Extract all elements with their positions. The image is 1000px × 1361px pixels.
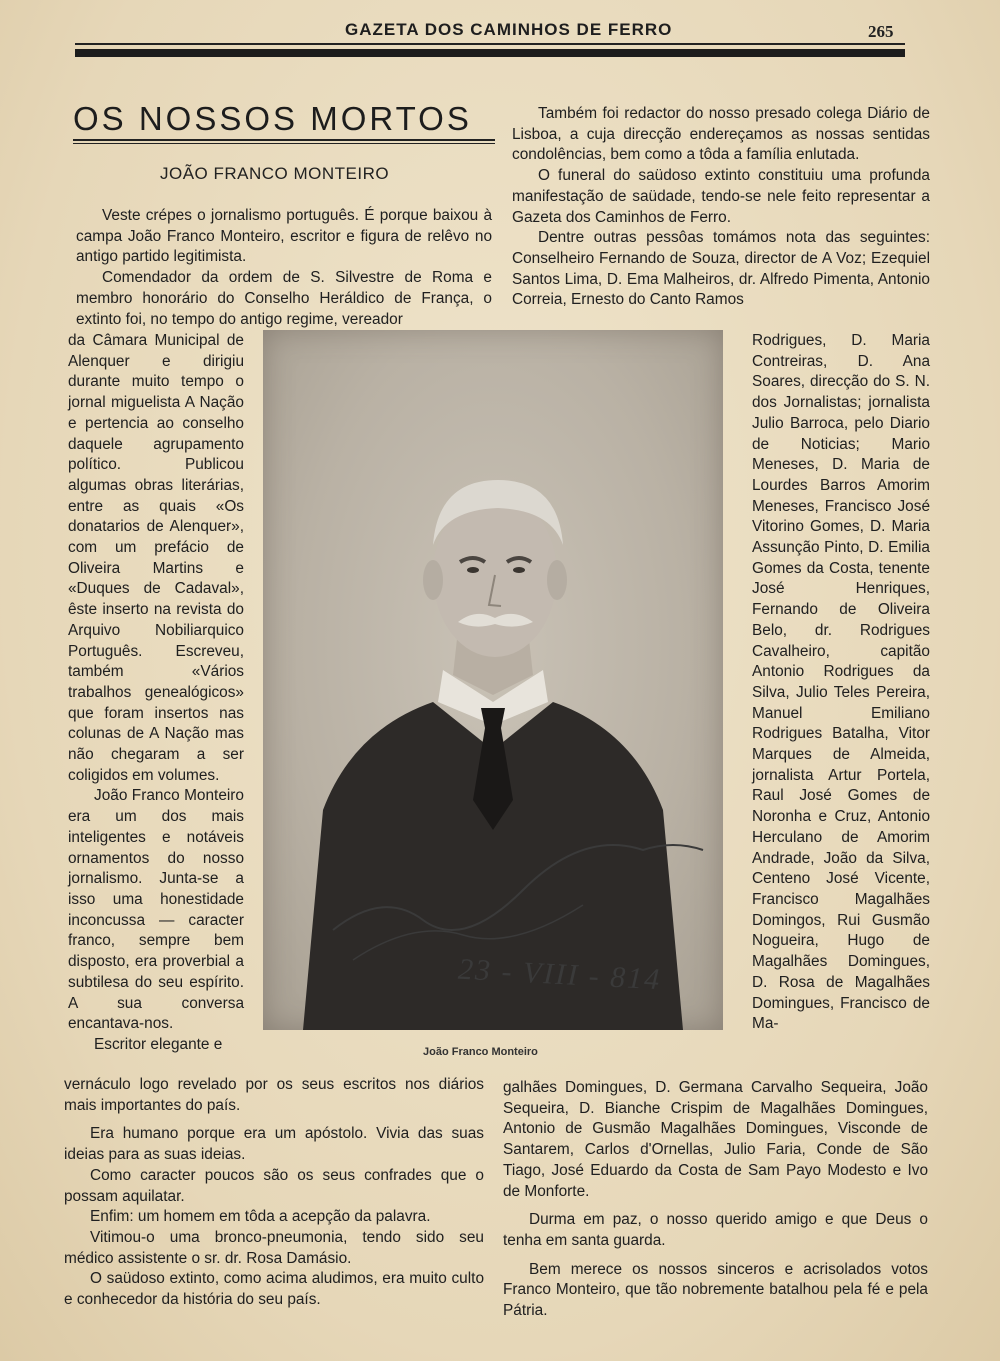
- paragraph: O funeral do saüdoso extinto constituiu uma profunda manifestação de saüdade, tendo-se nele feito representar a Gazeta dos Caminhos de Ferro.: [512, 167, 930, 226]
- paragraph: Escritor elegante e: [94, 1035, 223, 1053]
- photo-inscription: 23 - VIII - 814: [457, 952, 663, 997]
- title-rule: [73, 139, 495, 141]
- paragraph: Veste crépes o jornalismo português. É porque baixou à campa João Franco Monteiro, escritor e figura de relêvo no antigo partido legitimista.: [76, 207, 492, 266]
- paragraph: Enfim: um homem em tôda a acepção da palavra.: [90, 1208, 431, 1226]
- header-rule-thin: [75, 43, 905, 45]
- paragraph: Como caracter poucos são os seus confrades que o possam aquilatar.: [64, 1166, 484, 1205]
- portrait-photo: [263, 330, 723, 1030]
- right-column-bottom: [503, 1078, 928, 1322]
- left-column-top: [76, 206, 492, 330]
- paragraph: Durma em paz, o nosso querido amigo e que Deus o tenha em santa guarda.: [503, 1211, 928, 1249]
- paragraph: Dentre outras pessôas tomámos nota das seguintes: Conselheiro Fernando de Souza, director de A Voz; Ezequiel Santos Lima, D. Ema Malheiros, dr. Alfredo Pimenta, Antonio Correia, Ernesto do Canto Ramos: [512, 229, 930, 309]
- left-column-narrow: [68, 331, 244, 1056]
- running-title: GAZETA DOS CAMINHOS DE FERRO: [345, 20, 673, 39]
- paragraph: vernáculo logo revelado por os seus escritos nos diários mais importantes do país.: [64, 1076, 484, 1114]
- paragraph: da Câmara Municipal de Alenquer e dirigiu durante muito tempo o jornal miguelista A Nação e pertencia ao conselho daquele agrupamento político. Publicou algumas obras literárias, entre as quais «Os donatarios de Alenquer», com um prefácio de Oliveira Martins e «Duques de Cadaval», êste inserto na revista do Arquivo Nobiliarquico Português. Escreveu, também «Vários trabalhos genealógicos» que foram insertos nas colunas de A Nação mas não chegaram a ser coligidos em volumes.: [68, 332, 244, 784]
- page-number: 265: [868, 22, 894, 41]
- header-rule-thick: [75, 49, 905, 57]
- title-rule-second: [73, 143, 495, 144]
- paragraph: O saüdoso extinto, como acima aludimos, era muito culto e conhecedor da história do seu país.: [64, 1270, 484, 1309]
- paragraph: Era humano porque era um apóstolo. Vivia das suas ideias para as suas ideias.: [64, 1125, 484, 1164]
- right-column-narrow: [752, 331, 930, 1035]
- paragraph: galhães Domingues, D. Germana Carvalho Sequeira, João Sequeira, D. Bianche Crispim de Magalhães Domingues, Antonio de Gusmão Magalhães Domingues, Visconde de Santarem, Carlos d'Ornellas, Julio Faria, Conde de São Tiago, José Eduardo da Costa de Sam Payo Modesto e Ivo de Monforte.: [503, 1079, 928, 1200]
- paragraph: João Franco Monteiro era um dos mais inteligentes e notáveis ornamentos do nosso jornalismo. Junta-se a isso uma honestidade inconcussa — caracter franco, sempre bem disposto, era proverbial a subtilesa do seu espírito. A sua conversa encantava-nos.: [68, 787, 244, 1033]
- right-column-top: [512, 104, 930, 311]
- photo-caption: João Franco Monteiro: [423, 1046, 538, 1058]
- paragraph: Vitimou-o uma bronco-pneumonia, tendo sido seu médico assistente o sr. dr. Rosa Damásio.: [64, 1228, 484, 1267]
- article-subtitle: JOÃO FRANCO MONTEIRO: [160, 164, 390, 183]
- paragraph: Comendador da ordem de S. Silvestre de Roma e membro honorário do Conselho Heráldico de França, o extinto foi, no tempo do antigo regime, vereador: [76, 269, 492, 328]
- article-title: OS NOSSOS MORTOS: [73, 100, 472, 137]
- left-column-bottom: [64, 1075, 484, 1311]
- portrait-illustration: [263, 330, 723, 1030]
- paragraph: Bem merece os nossos sinceros e acrisolados votos Franco Monteiro, que tão nobremente batalhou pela fé e pela Pátria.: [503, 1260, 928, 1320]
- paragraph: Rodrigues, D. Maria Contreiras, D. Ana Soares, direcção do S. N. dos Jornalistas; jornalista Julio Barroca, pelo Diario de Noticias; Mario Meneses, D. Maria de Lourdes Barros Amorim Meneses, Francisco José Vitorino Gomes, D. Maria Assunção Pinto, D. Emilia Gomes da Costa, tenente José Henriques, Fernando de Oliveira Belo, dr. Rodrigues Cavalheiro, capitão Antonio Rodrigues da Silva, Julio Teles Pereira, Manuel Emiliano Rodrigues Batalha, Vitor Marques de Almeida, jornalista Artur Portela, Raul José Gomes de Noronha e Cruz, Antonio Herculano de Amorim Andrade, João da Silva, Centeno José Vicente, Francisco Magalhães Domingos, Rui Gusmão Nogueira, Hugo de Magalhães Domingues, D. Rosa de Magalhães Domingues, Francisco de Ma-: [752, 332, 930, 1033]
- paragraph: Também foi redactor do nosso presado colega Diário de Lisboa, a cuja direcção endereçamos as nossas sentidas condolências, bem como a tôda a família enlutada.: [512, 105, 930, 164]
